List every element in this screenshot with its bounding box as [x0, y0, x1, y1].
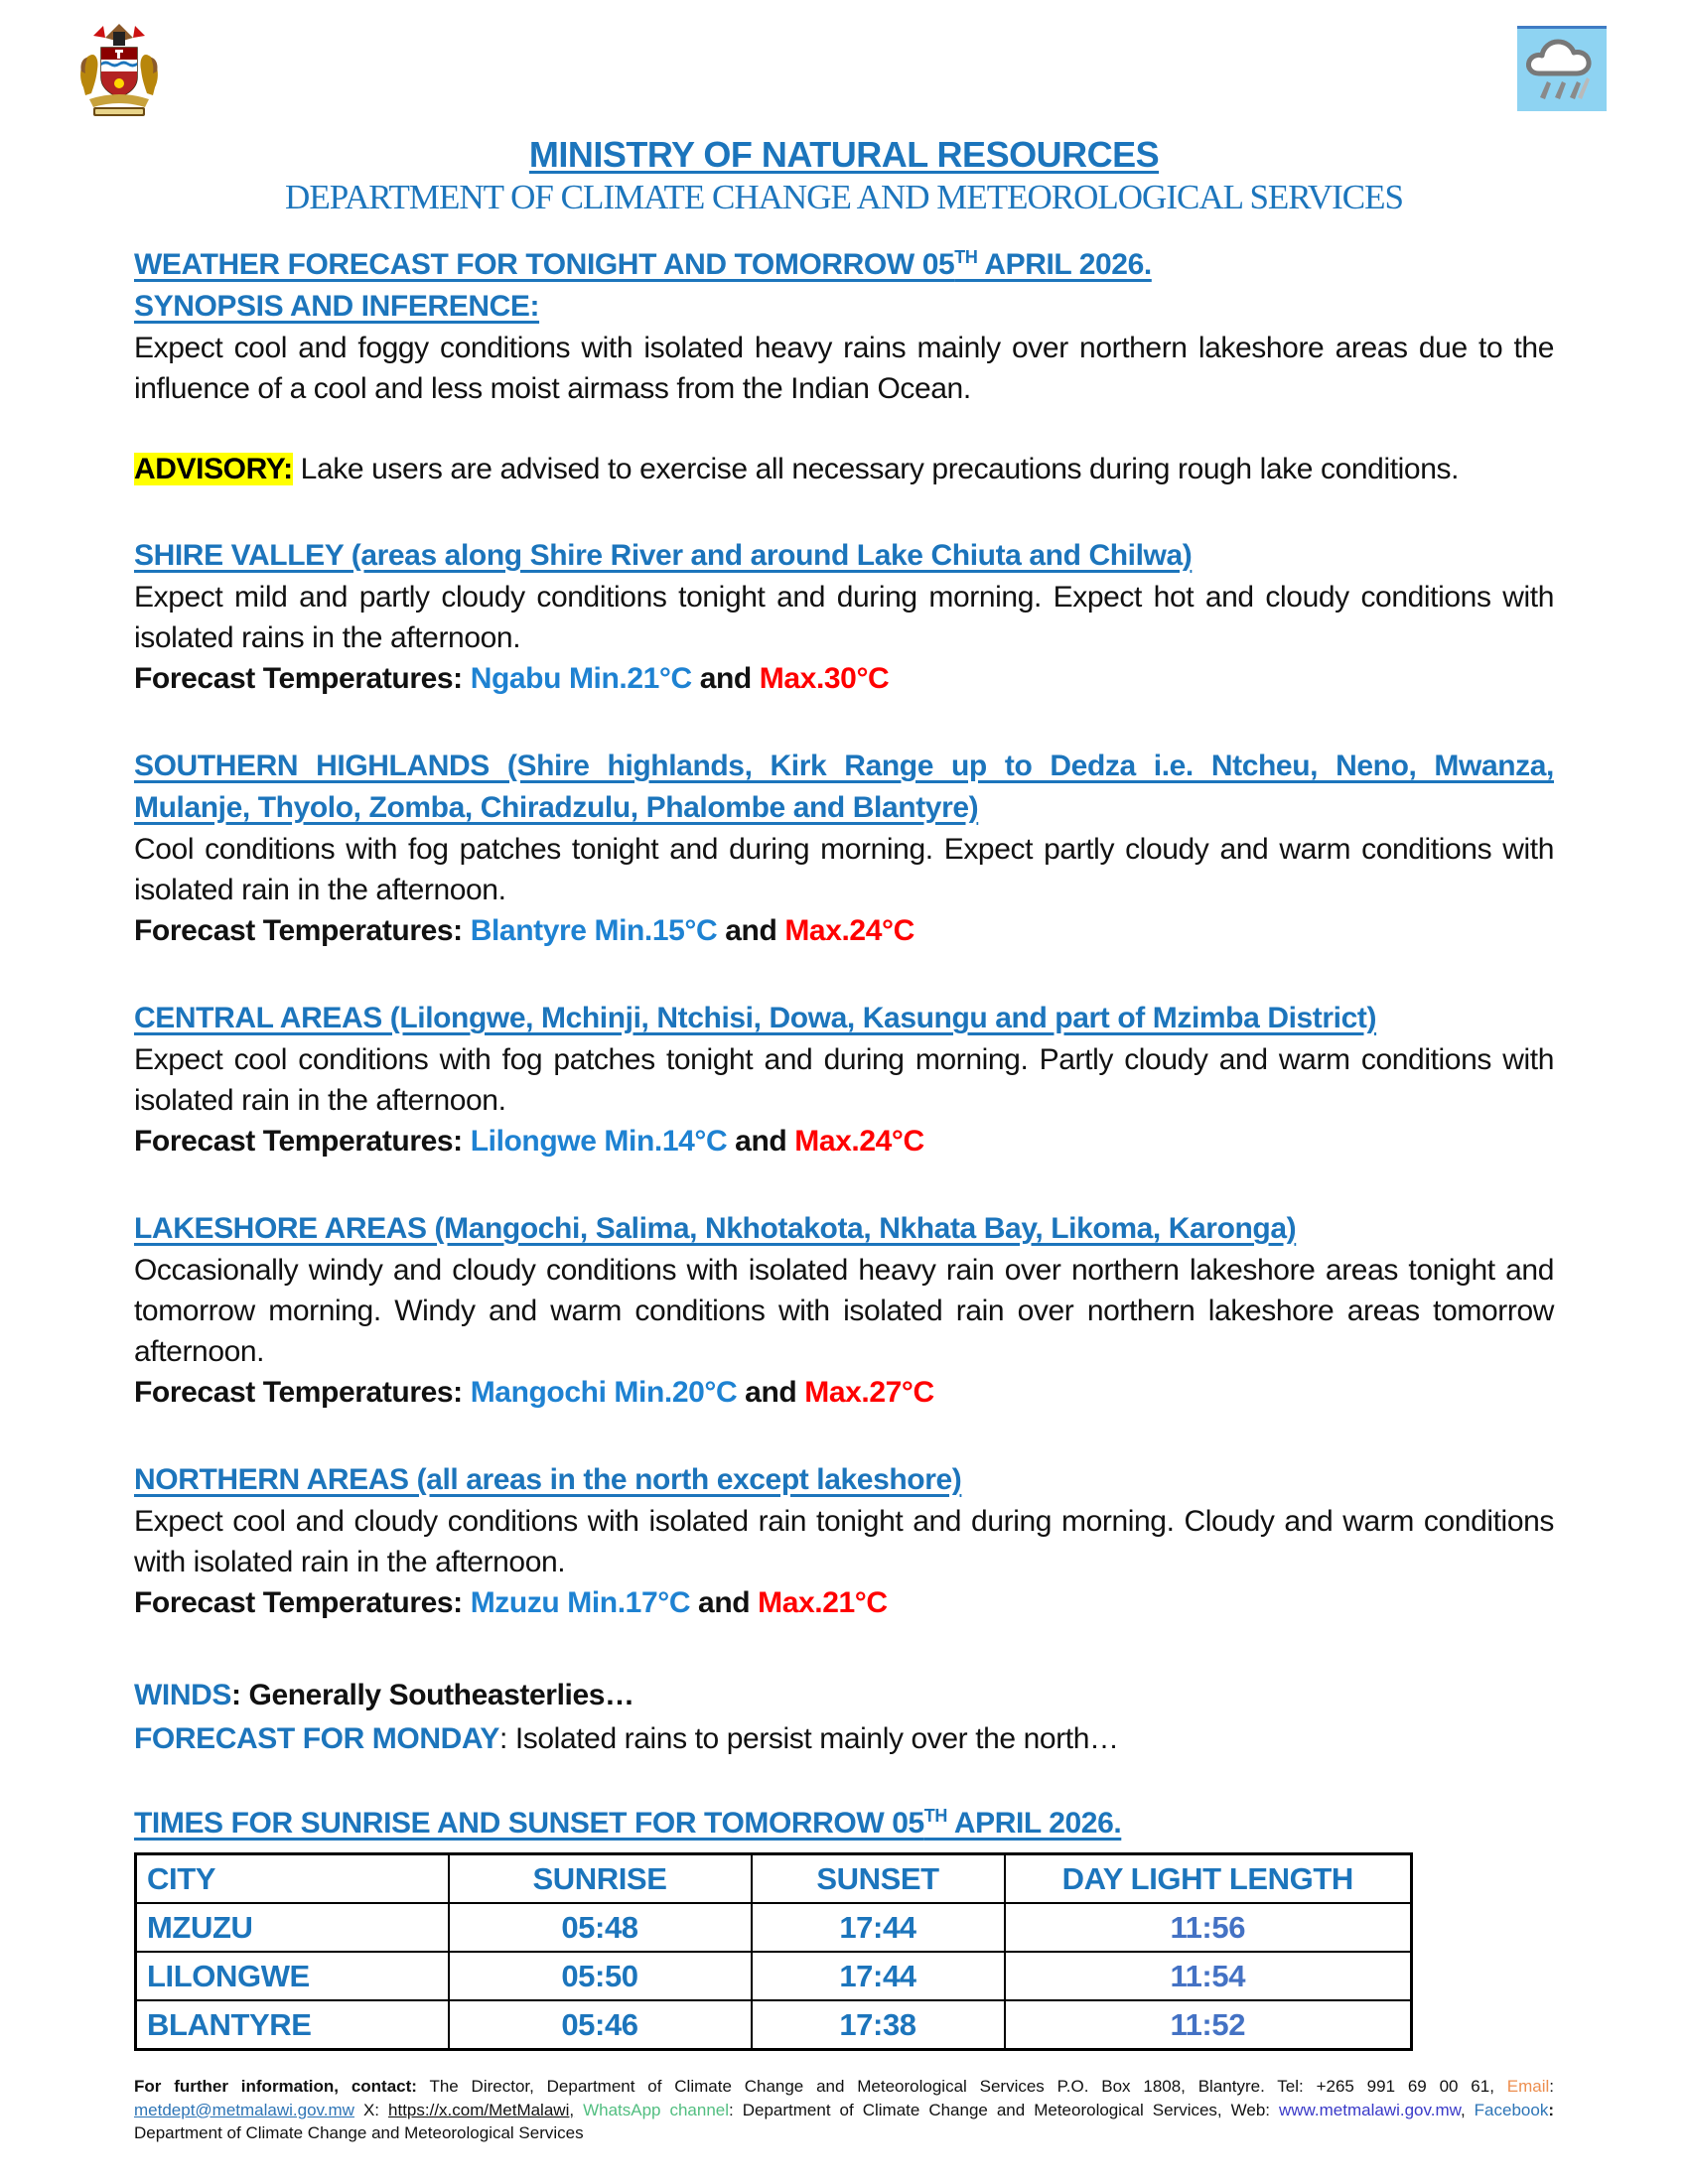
synopsis-heading: SYNOPSIS AND INFERENCE: [134, 290, 540, 323]
email-separator: : [1549, 2077, 1554, 2096]
contact-label: For further information, contact: [134, 2077, 417, 2096]
shire-valley-temperatures [134, 658, 1554, 700]
monday-forecast-line [134, 1717, 1554, 1761]
central-areas-heading: CENTRAL AREAS (Lilongwe, Mchinji, Ntchisi, Dowa, Kasungu and part of Mzimba District) [134, 1002, 1377, 1034]
section-northern-areas [134, 1459, 1554, 1624]
winds-label: WINDS [134, 1679, 231, 1711]
forecast-title-suffix: APRIL 2026. [977, 248, 1152, 281]
forecast-title-superscript: TH [954, 247, 978, 267]
temps-max: Max.21°C [758, 1586, 888, 1619]
shire-valley-body: Expect mild and partly cloudy conditions tonight and during morning. Expect hot and cloudy conditions with isolated rains in the afternoon. [134, 581, 1554, 654]
temps-label: Forecast Temperatures: [134, 1586, 471, 1619]
department-title: DEPARTMENT OF CLIMATE CHANGE AND METEOROLOGICAL SERVICES [285, 178, 1403, 216]
table-row-blantyre [136, 2000, 1412, 2050]
temps-label: Forecast Temperatures: [134, 914, 471, 947]
central-areas-body: Expect cool conditions with fog patches tonight and during morning. Partly cloudy and warm conditions with isolated rain in the afternoon. [134, 1043, 1554, 1117]
header-sunset: SUNSET [752, 1854, 1005, 1904]
x-profile-link[interactable]: https://x.com/MetMalawi, [388, 2100, 575, 2119]
monday-text: : Isolated rains to persist mainly over the north… [498, 1722, 1119, 1755]
temps-min: Mzuzu Min.17°C [470, 1586, 691, 1619]
temps-label: Forecast Temperatures: [134, 662, 471, 695]
daylight-cell: 11:56 [1005, 1903, 1412, 1952]
shire-valley-heading: SHIRE VALLEY (areas along Shire River and around Lake Chiuta and Chilwa) [134, 539, 1193, 572]
table-row-lilongwe [136, 1952, 1412, 2000]
sunrise-sunset-table [134, 1852, 1413, 2051]
section-shire-valley [134, 535, 1554, 700]
facebook-text: Department of Climate Change and Meteorological Services [134, 2123, 584, 2142]
temps-conjunction: and [691, 662, 760, 695]
email-link[interactable]: metdept@metmalawi.gov.mw [134, 2100, 354, 2119]
contact-text: The Director, Department of Climate Change and Meteorological Services P.O. Box 1808, Blantyre. Tel: +265 991 69 00 61, [416, 2077, 1507, 2096]
whatsapp-text: : Department of Climate Change and Meteorological Services, Web: [729, 2100, 1279, 2119]
temps-max: Max.24°C [784, 914, 914, 947]
section-central-areas [134, 998, 1554, 1162]
temps-min: Lilongwe Min.14°C [470, 1125, 728, 1158]
sunrise-cell: 05:46 [449, 2000, 752, 2050]
temps-label: Forecast Temperatures: [134, 1125, 471, 1158]
northern-areas-heading: NORTHERN AREAS (all areas in the north except lakeshore) [134, 1463, 962, 1496]
sunrise-cell: 05:48 [449, 1903, 752, 1952]
forecast-title-text: WEATHER FORECAST FOR TONIGHT AND TOMORROW 05 [134, 248, 955, 281]
forecast-title [134, 244, 1554, 286]
table-header-row [136, 1854, 1412, 1904]
sun-table-title-text: TIMES FOR SUNRISE AND SUNSET FOR TOMORROW 05 [134, 1807, 924, 1840]
table-row-mzuzu [136, 1903, 1412, 1952]
northern-areas-temperatures [134, 1582, 1554, 1624]
advisory-paragraph [134, 449, 1554, 489]
temps-conjunction: and [727, 1125, 795, 1158]
temps-max: Max.27°C [804, 1376, 934, 1409]
synopsis-paragraph: Expect cool and foggy conditions with isolated heavy rains mainly over northern lakeshore areas due to the influence of a cool and less moist airmass from the Indian Ocean. [134, 332, 1554, 405]
malawi-coat-of-arms-icon [75, 22, 163, 119]
temps-conjunction: and [690, 1586, 759, 1619]
temps-max: Max.24°C [794, 1125, 924, 1158]
advisory-text: Lake users are advised to exercise all necessary precautions during rough lake conditions. [292, 453, 1460, 485]
facebook-colon: : [1548, 2100, 1555, 2119]
temps-max: Max.30°C [759, 662, 890, 695]
lakeshore-areas-temperatures [134, 1372, 1554, 1414]
advisory-label: ADVISORY: [134, 453, 293, 485]
daylight-cell: 11:52 [1005, 2000, 1412, 2050]
email-label: Email [1506, 2077, 1550, 2096]
sun-table-title-superscript: TH [923, 1806, 947, 1826]
winds-text: : Generally Southeasterlies… [231, 1679, 634, 1711]
sunset-cell: 17:44 [752, 1903, 1005, 1952]
facebook-label: Facebook [1474, 2100, 1549, 2119]
whatsapp-label: WhatsApp channel [574, 2100, 730, 2119]
sun-table-title [134, 1803, 1554, 1844]
city-cell: LILONGWE [136, 1952, 449, 2000]
southern-highlands-body: Cool conditions with fog patches tonight and during morning. Expect partly cloudy and warm conditions with isolated rain in the afternoon. [134, 833, 1554, 906]
southern-highlands-temperatures [134, 910, 1554, 952]
rain-cloud-icon [1517, 26, 1607, 111]
lakeshore-areas-body: Occasionally windy and cloudy conditions with isolated heavy rain over northern lakeshore areas tonight and tomorrow morning. Windy and warm conditions with isolated rain over northern lakeshore areas tomorrow afternoon. [134, 1254, 1554, 1368]
footer-contact [134, 2075, 1554, 2145]
temps-conjunction: and [717, 914, 785, 947]
sunrise-cell: 05:50 [449, 1952, 752, 2000]
x-label: X: [353, 2100, 389, 2119]
winds-block [134, 1674, 1554, 1761]
sunset-cell: 17:38 [752, 2000, 1005, 2050]
footer-separator: , [1460, 2100, 1475, 2119]
header-city: CITY [136, 1854, 449, 1904]
temps-label: Forecast Temperatures: [134, 1376, 471, 1409]
section-southern-highlands [134, 746, 1554, 952]
temps-min: Mangochi Min.20°C [470, 1376, 738, 1409]
southern-highlands-heading: SOUTHERN HIGHLANDS (Shire highlands, Kirk Range up to Dedza i.e. Ntcheu, Neno, Mwanza, Mulanje, Thyolo, Zomba, Chiradzulu, Phalombe and Blantyre) [134, 750, 1554, 824]
city-cell: MZUZU [136, 1903, 449, 1952]
header-sunrise: SUNRISE [449, 1854, 752, 1904]
sunset-cell: 17:44 [752, 1952, 1005, 2000]
section-lakeshore-areas [134, 1208, 1554, 1414]
city-cell: BLANTYRE [136, 2000, 449, 2050]
temps-min: Blantyre Min.15°C [470, 914, 718, 947]
ministry-title: MINISTRY OF NATURAL RESOURCES [528, 134, 1160, 175]
winds-line [134, 1674, 1554, 1717]
daylight-cell: 11:54 [1005, 1952, 1412, 2000]
header-daylight: DAY LIGHT LENGTH [1005, 1854, 1412, 1904]
temps-min: Ngabu Min.21°C [470, 662, 692, 695]
temps-conjunction: and [737, 1376, 805, 1409]
central-areas-temperatures [134, 1121, 1554, 1162]
website-link[interactable]: www.metmalawi.gov.mw [1279, 2100, 1461, 2119]
sun-table-title-suffix: APRIL 2026. [947, 1807, 1122, 1840]
monday-label: FORECAST FOR MONDAY [134, 1722, 499, 1755]
lakeshore-areas-heading: LAKESHORE AREAS (Mangochi, Salima, Nkhotakota, Nkhata Bay, Likoma, Karonga) [134, 1212, 1297, 1245]
northern-areas-body: Expect cool and cloudy conditions with isolated rain tonight and during morning. Cloudy and warm conditions with isolated rain in the afternoon. [134, 1505, 1554, 1578]
